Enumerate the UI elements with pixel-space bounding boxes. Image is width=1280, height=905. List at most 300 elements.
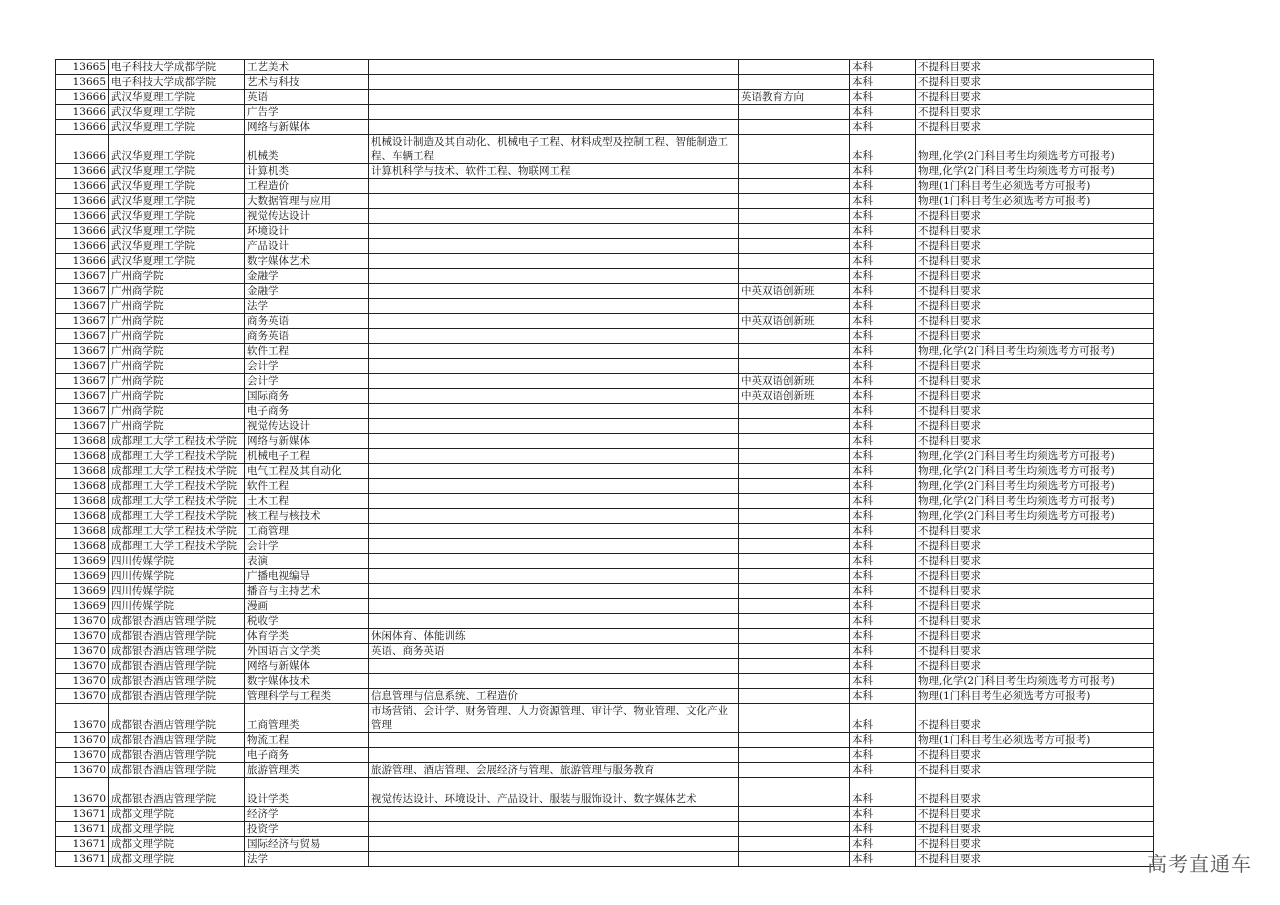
school-code-cell: 13668 — [56, 479, 109, 494]
major-note-cell — [739, 733, 850, 748]
school-code-cell: 13666 — [56, 164, 109, 179]
subject-requirement-cell: 不提科目要求 — [916, 778, 1154, 807]
school-code-cell: 13667 — [56, 269, 109, 284]
school-code-cell: 13667 — [56, 299, 109, 314]
school-name-cell: 成都银杏酒店管理学院 — [109, 778, 245, 807]
level-cell: 本科 — [850, 60, 916, 75]
subject-requirement-cell: 不提科目要求 — [916, 539, 1154, 554]
major-name-cell: 计算机类 — [245, 164, 369, 179]
table-row — [56, 539, 1154, 554]
major-note-cell — [739, 299, 850, 314]
level-cell: 本科 — [850, 314, 916, 329]
table-row — [56, 105, 1154, 120]
major-includes-cell — [369, 748, 739, 763]
school-name-cell: 武汉华夏理工学院 — [109, 224, 245, 239]
level-cell: 本科 — [850, 299, 916, 314]
major-name-cell: 体育学类 — [245, 629, 369, 644]
school-code-cell: 13670 — [56, 659, 109, 674]
major-note-cell — [739, 105, 850, 120]
level-cell: 本科 — [850, 90, 916, 105]
major-includes-cell — [369, 614, 739, 629]
level-cell: 本科 — [850, 464, 916, 479]
major-includes-cell — [369, 852, 739, 867]
major-includes-cell — [369, 822, 739, 837]
major-note-cell — [739, 778, 850, 807]
major-includes-cell — [369, 179, 739, 194]
table-row — [56, 778, 1154, 807]
major-note-cell — [739, 239, 850, 254]
school-name-cell: 武汉华夏理工学院 — [109, 194, 245, 209]
major-note-cell: 英语教育方向 — [739, 90, 850, 105]
major-note-cell — [739, 524, 850, 539]
major-note-cell — [739, 224, 850, 239]
school-code-cell: 13667 — [56, 284, 109, 299]
major-name-cell: 旅游管理类 — [245, 763, 369, 778]
major-includes-cell — [369, 194, 739, 209]
level-cell: 本科 — [850, 704, 916, 733]
school-name-cell: 成都理工大学工程技术学院 — [109, 524, 245, 539]
major-note-cell — [739, 807, 850, 822]
major-note-cell — [739, 329, 850, 344]
major-name-cell: 核工程与核技术 — [245, 509, 369, 524]
table-row — [56, 689, 1154, 704]
major-includes-cell — [369, 374, 739, 389]
school-code-cell: 13668 — [56, 464, 109, 479]
major-name-cell: 金融学 — [245, 284, 369, 299]
level-cell: 本科 — [850, 75, 916, 90]
table-row — [56, 807, 1154, 822]
subject-requirement-cell: 物理,化学(2门科目考生均须选考方可报考) — [916, 135, 1154, 164]
subject-requirement-cell: 物理,化学(2门科目考生均须选考方可报考) — [916, 674, 1154, 689]
table-row — [56, 284, 1154, 299]
major-note-cell — [739, 629, 850, 644]
school-code-cell: 13671 — [56, 822, 109, 837]
school-name-cell: 成都文理学院 — [109, 852, 245, 867]
school-name-cell: 成都银杏酒店管理学院 — [109, 763, 245, 778]
table-row — [56, 90, 1154, 105]
school-name-cell: 成都理工大学工程技术学院 — [109, 449, 245, 464]
table-row — [56, 733, 1154, 748]
level-cell: 本科 — [850, 554, 916, 569]
major-name-cell: 国际商务 — [245, 389, 369, 404]
table-row — [56, 479, 1154, 494]
subject-requirement-cell: 不提科目要求 — [916, 75, 1154, 90]
table-row — [56, 194, 1154, 209]
school-name-cell: 武汉华夏理工学院 — [109, 120, 245, 135]
subject-requirement-cell: 物理,化学(2门科目考生均须选考方可报考) — [916, 164, 1154, 179]
level-cell: 本科 — [850, 852, 916, 867]
table-row — [56, 120, 1154, 135]
school-name-cell: 成都银杏酒店管理学院 — [109, 733, 245, 748]
major-note-cell — [739, 269, 850, 284]
school-name-cell: 四川传媒学院 — [109, 554, 245, 569]
subject-requirement-cell: 不提科目要求 — [916, 554, 1154, 569]
table-row — [56, 314, 1154, 329]
school-name-cell: 武汉华夏理工学院 — [109, 90, 245, 105]
major-name-cell: 电子商务 — [245, 748, 369, 763]
school-code-cell: 13667 — [56, 314, 109, 329]
subject-requirement-cell: 物理,化学(2门科目考生均须选考方可报考) — [916, 479, 1154, 494]
major-includes-cell — [369, 75, 739, 90]
major-name-cell: 机械类 — [245, 135, 369, 164]
major-includes-cell — [369, 284, 739, 299]
level-cell: 本科 — [850, 269, 916, 284]
major-includes-cell — [369, 329, 739, 344]
subject-requirement-cell: 不提科目要求 — [916, 419, 1154, 434]
major-name-cell: 法学 — [245, 299, 369, 314]
subject-requirement-cell: 不提科目要求 — [916, 60, 1154, 75]
school-code-cell: 13670 — [56, 644, 109, 659]
major-includes-cell — [369, 807, 739, 822]
major-includes-cell — [369, 404, 739, 419]
major-name-cell: 工艺美术 — [245, 60, 369, 75]
major-includes-cell — [369, 359, 739, 374]
major-note-cell — [739, 674, 850, 689]
subject-requirement-cell: 物理,化学(2门科目考生均须选考方可报考) — [916, 344, 1154, 359]
level-cell: 本科 — [850, 659, 916, 674]
school-name-cell: 成都银杏酒店管理学院 — [109, 629, 245, 644]
level-cell: 本科 — [850, 539, 916, 554]
school-name-cell: 武汉华夏理工学院 — [109, 135, 245, 164]
school-code-cell: 13669 — [56, 584, 109, 599]
table-row — [56, 629, 1154, 644]
table-row — [56, 494, 1154, 509]
major-includes-cell — [369, 120, 739, 135]
school-code-cell: 13667 — [56, 329, 109, 344]
school-name-cell: 电子科技大学成都学院 — [109, 60, 245, 75]
school-code-cell: 13667 — [56, 344, 109, 359]
major-includes-cell — [369, 674, 739, 689]
major-note-cell — [739, 614, 850, 629]
table-row — [56, 359, 1154, 374]
major-note-cell — [739, 539, 850, 554]
major-includes-cell — [369, 239, 739, 254]
subject-requirement-cell: 不提科目要求 — [916, 209, 1154, 224]
major-includes-cell: 旅游管理、酒店管理、会展经济与管理、旅游管理与服务教育 — [369, 763, 739, 778]
table-row — [56, 704, 1154, 733]
major-note-cell — [739, 837, 850, 852]
major-includes-cell: 休闲体育、体能训练 — [369, 629, 739, 644]
major-includes-cell — [369, 509, 739, 524]
major-note-cell — [739, 689, 850, 704]
major-name-cell: 广播电视编导 — [245, 569, 369, 584]
subject-requirement-cell: 物理(1门科目考生必须选考方可报考) — [916, 194, 1154, 209]
subject-requirement-cell: 不提科目要求 — [916, 822, 1154, 837]
subject-requirement-cell: 不提科目要求 — [916, 105, 1154, 120]
subject-requirement-cell: 物理,化学(2门科目考生均须选考方可报考) — [916, 509, 1154, 524]
major-includes-cell — [369, 494, 739, 509]
major-note-cell — [739, 359, 850, 374]
major-includes-cell: 视觉传达设计、环境设计、产品设计、服装与服饰设计、数字媒体艺术 — [369, 778, 739, 807]
school-code-cell: 13668 — [56, 434, 109, 449]
table-row — [56, 509, 1154, 524]
school-code-cell: 13667 — [56, 419, 109, 434]
school-code-cell: 13668 — [56, 494, 109, 509]
school-code-cell: 13668 — [56, 539, 109, 554]
subject-requirement-cell: 不提科目要求 — [916, 254, 1154, 269]
major-name-cell: 艺术与科技 — [245, 75, 369, 90]
level-cell: 本科 — [850, 105, 916, 120]
school-name-cell: 成都理工大学工程技术学院 — [109, 494, 245, 509]
school-code-cell: 13668 — [56, 449, 109, 464]
major-includes-cell — [369, 569, 739, 584]
level-cell: 本科 — [850, 135, 916, 164]
school-name-cell: 成都理工大学工程技术学院 — [109, 509, 245, 524]
level-cell: 本科 — [850, 822, 916, 837]
major-name-cell: 网络与新媒体 — [245, 120, 369, 135]
major-note-cell — [739, 464, 850, 479]
level-cell: 本科 — [850, 479, 916, 494]
level-cell: 本科 — [850, 164, 916, 179]
major-note-cell — [739, 763, 850, 778]
subject-requirement-cell: 物理,化学(2门科目考生均须选考方可报考) — [916, 449, 1154, 464]
major-includes-cell: 市场营销、会计学、财务管理、人力资源管理、审计学、物业管理、文化产业管理 — [369, 704, 739, 733]
school-code-cell: 13666 — [56, 120, 109, 135]
school-name-cell: 成都银杏酒店管理学院 — [109, 748, 245, 763]
major-includes-cell — [369, 449, 739, 464]
major-name-cell: 机械电子工程 — [245, 449, 369, 464]
major-includes-cell — [369, 90, 739, 105]
school-code-cell: 13666 — [56, 194, 109, 209]
subject-requirement-cell: 不提科目要求 — [916, 90, 1154, 105]
table-row — [56, 239, 1154, 254]
subject-requirement-cell: 不提科目要求 — [916, 852, 1154, 867]
major-name-cell: 管理科学与工程类 — [245, 689, 369, 704]
major-includes-cell: 机械设计制造及其自动化、机械电子工程、材料成型及控制工程、智能制造工程、车辆工程 — [369, 135, 739, 164]
school-code-cell: 13666 — [56, 209, 109, 224]
table-row — [56, 449, 1154, 464]
table-row — [56, 524, 1154, 539]
level-cell: 本科 — [850, 389, 916, 404]
major-name-cell: 工商管理 — [245, 524, 369, 539]
subject-requirement-cell: 不提科目要求 — [916, 837, 1154, 852]
major-name-cell: 播音与主持艺术 — [245, 584, 369, 599]
subject-requirement-cell: 不提科目要求 — [916, 269, 1154, 284]
table-row — [56, 674, 1154, 689]
major-includes-cell — [369, 733, 739, 748]
major-note-cell: 中英双语创新班 — [739, 389, 850, 404]
major-name-cell: 会计学 — [245, 359, 369, 374]
table-row — [56, 254, 1154, 269]
school-code-cell: 13666 — [56, 179, 109, 194]
school-code-cell: 13671 — [56, 807, 109, 822]
major-name-cell: 物流工程 — [245, 733, 369, 748]
school-name-cell: 成都银杏酒店管理学院 — [109, 689, 245, 704]
school-name-cell: 广州商学院 — [109, 269, 245, 284]
major-note-cell — [739, 419, 850, 434]
major-name-cell: 软件工程 — [245, 479, 369, 494]
major-note-cell — [739, 748, 850, 763]
subject-requirement-cell: 物理(1门科目考生必须选考方可报考) — [916, 179, 1154, 194]
school-code-cell: 13668 — [56, 509, 109, 524]
major-name-cell: 经济学 — [245, 807, 369, 822]
table-row — [56, 419, 1154, 434]
level-cell: 本科 — [850, 254, 916, 269]
school-name-cell: 成都银杏酒店管理学院 — [109, 644, 245, 659]
major-name-cell: 视觉传达设计 — [245, 209, 369, 224]
major-name-cell: 软件工程 — [245, 344, 369, 359]
level-cell: 本科 — [850, 524, 916, 539]
school-code-cell: 13666 — [56, 224, 109, 239]
school-code-cell: 13668 — [56, 524, 109, 539]
level-cell: 本科 — [850, 374, 916, 389]
school-name-cell: 成都理工大学工程技术学院 — [109, 464, 245, 479]
major-includes-cell — [369, 389, 739, 404]
major-name-cell: 电气工程及其自动化 — [245, 464, 369, 479]
major-name-cell: 大数据管理与应用 — [245, 194, 369, 209]
school-name-cell: 广州商学院 — [109, 284, 245, 299]
table-row — [56, 344, 1154, 359]
level-cell: 本科 — [850, 584, 916, 599]
major-note-cell — [739, 852, 850, 867]
major-note-cell — [739, 599, 850, 614]
level-cell: 本科 — [850, 599, 916, 614]
subject-requirement-cell: 不提科目要求 — [916, 644, 1154, 659]
major-includes-cell — [369, 584, 739, 599]
major-note-cell — [739, 509, 850, 524]
major-note-cell: 中英双语创新班 — [739, 374, 850, 389]
table-row — [56, 224, 1154, 239]
table-row — [56, 209, 1154, 224]
major-note-cell — [739, 344, 850, 359]
major-note-cell — [739, 404, 850, 419]
school-code-cell: 13670 — [56, 614, 109, 629]
major-note-cell — [739, 644, 850, 659]
subject-requirement-cell: 物理,化学(2门科目考生均须选考方可报考) — [916, 494, 1154, 509]
school-code-cell: 13666 — [56, 135, 109, 164]
table-row — [56, 748, 1154, 763]
major-name-cell: 法学 — [245, 852, 369, 867]
school-code-cell: 13670 — [56, 763, 109, 778]
major-note-cell — [739, 494, 850, 509]
table-row — [56, 822, 1154, 837]
major-note-cell — [739, 449, 850, 464]
major-name-cell: 工程造价 — [245, 179, 369, 194]
subject-requirement-cell: 不提科目要求 — [916, 584, 1154, 599]
major-note-cell — [739, 434, 850, 449]
school-name-cell: 成都银杏酒店管理学院 — [109, 704, 245, 733]
major-note-cell — [739, 254, 850, 269]
major-includes-cell — [369, 464, 739, 479]
level-cell: 本科 — [850, 674, 916, 689]
major-name-cell: 表演 — [245, 554, 369, 569]
table-row — [56, 135, 1154, 164]
major-includes-cell: 英语、商务英语 — [369, 644, 739, 659]
subject-requirement-cell: 不提科目要求 — [916, 629, 1154, 644]
major-includes-cell — [369, 269, 739, 284]
major-name-cell: 环境设计 — [245, 224, 369, 239]
school-name-cell: 成都文理学院 — [109, 822, 245, 837]
table-row — [56, 299, 1154, 314]
major-note-cell — [739, 209, 850, 224]
level-cell: 本科 — [850, 359, 916, 374]
major-note-cell — [739, 569, 850, 584]
level-cell: 本科 — [850, 224, 916, 239]
major-includes-cell — [369, 524, 739, 539]
subject-requirement-cell: 不提科目要求 — [916, 120, 1154, 135]
major-includes-cell — [369, 659, 739, 674]
subject-requirement-cell: 不提科目要求 — [916, 434, 1154, 449]
major-name-cell: 投资学 — [245, 822, 369, 837]
school-name-cell: 成都文理学院 — [109, 807, 245, 822]
school-name-cell: 武汉华夏理工学院 — [109, 179, 245, 194]
subject-requirement-cell: 物理(1门科目考生必须选考方可报考) — [916, 689, 1154, 704]
level-cell: 本科 — [850, 284, 916, 299]
admission-table — [55, 59, 1154, 867]
major-note-cell — [739, 659, 850, 674]
school-name-cell: 广州商学院 — [109, 374, 245, 389]
table-row — [56, 763, 1154, 778]
school-name-cell: 广州商学院 — [109, 389, 245, 404]
major-name-cell: 设计学类 — [245, 778, 369, 807]
level-cell: 本科 — [850, 344, 916, 359]
level-cell: 本科 — [850, 194, 916, 209]
school-name-cell: 广州商学院 — [109, 299, 245, 314]
major-name-cell: 金融学 — [245, 269, 369, 284]
subject-requirement-cell: 物理(1门科目考生必须选考方可报考) — [916, 733, 1154, 748]
school-code-cell: 13669 — [56, 599, 109, 614]
subject-requirement-cell: 不提科目要求 — [916, 659, 1154, 674]
major-name-cell: 国际经济与贸易 — [245, 837, 369, 852]
school-code-cell: 13670 — [56, 689, 109, 704]
table-row — [56, 837, 1154, 852]
table-row — [56, 75, 1154, 90]
table-row — [56, 584, 1154, 599]
major-note-cell — [739, 164, 850, 179]
table-row — [56, 269, 1154, 284]
major-name-cell: 会计学 — [245, 539, 369, 554]
major-includes-cell — [369, 599, 739, 614]
level-cell: 本科 — [850, 179, 916, 194]
major-includes-cell — [369, 224, 739, 239]
school-name-cell: 四川传媒学院 — [109, 599, 245, 614]
major-note-cell — [739, 704, 850, 733]
level-cell: 本科 — [850, 569, 916, 584]
level-cell: 本科 — [850, 209, 916, 224]
major-includes-cell — [369, 837, 739, 852]
major-name-cell: 工商管理类 — [245, 704, 369, 733]
subject-requirement-cell: 不提科目要求 — [916, 284, 1154, 299]
level-cell: 本科 — [850, 419, 916, 434]
major-note-cell — [739, 554, 850, 569]
major-note-cell — [739, 135, 850, 164]
table-row — [56, 464, 1154, 479]
major-includes-cell — [369, 209, 739, 224]
school-name-cell: 武汉华夏理工学院 — [109, 209, 245, 224]
major-includes-cell: 信息管理与信息系统、工程造价 — [369, 689, 739, 704]
major-name-cell: 网络与新媒体 — [245, 434, 369, 449]
major-note-cell — [739, 179, 850, 194]
table-row — [56, 179, 1154, 194]
school-code-cell: 13670 — [56, 704, 109, 733]
school-code-cell: 13667 — [56, 359, 109, 374]
major-name-cell: 数字媒体艺术 — [245, 254, 369, 269]
table-row — [56, 404, 1154, 419]
school-code-cell: 13666 — [56, 90, 109, 105]
school-name-cell: 四川传媒学院 — [109, 569, 245, 584]
major-includes-cell — [369, 105, 739, 120]
school-code-cell: 13669 — [56, 569, 109, 584]
table-row — [56, 569, 1154, 584]
level-cell: 本科 — [850, 629, 916, 644]
major-name-cell: 土木工程 — [245, 494, 369, 509]
major-includes-cell — [369, 479, 739, 494]
school-code-cell: 13670 — [56, 733, 109, 748]
level-cell: 本科 — [850, 778, 916, 807]
school-name-cell: 广州商学院 — [109, 404, 245, 419]
major-name-cell: 商务英语 — [245, 329, 369, 344]
subject-requirement-cell: 不提科目要求 — [916, 763, 1154, 778]
